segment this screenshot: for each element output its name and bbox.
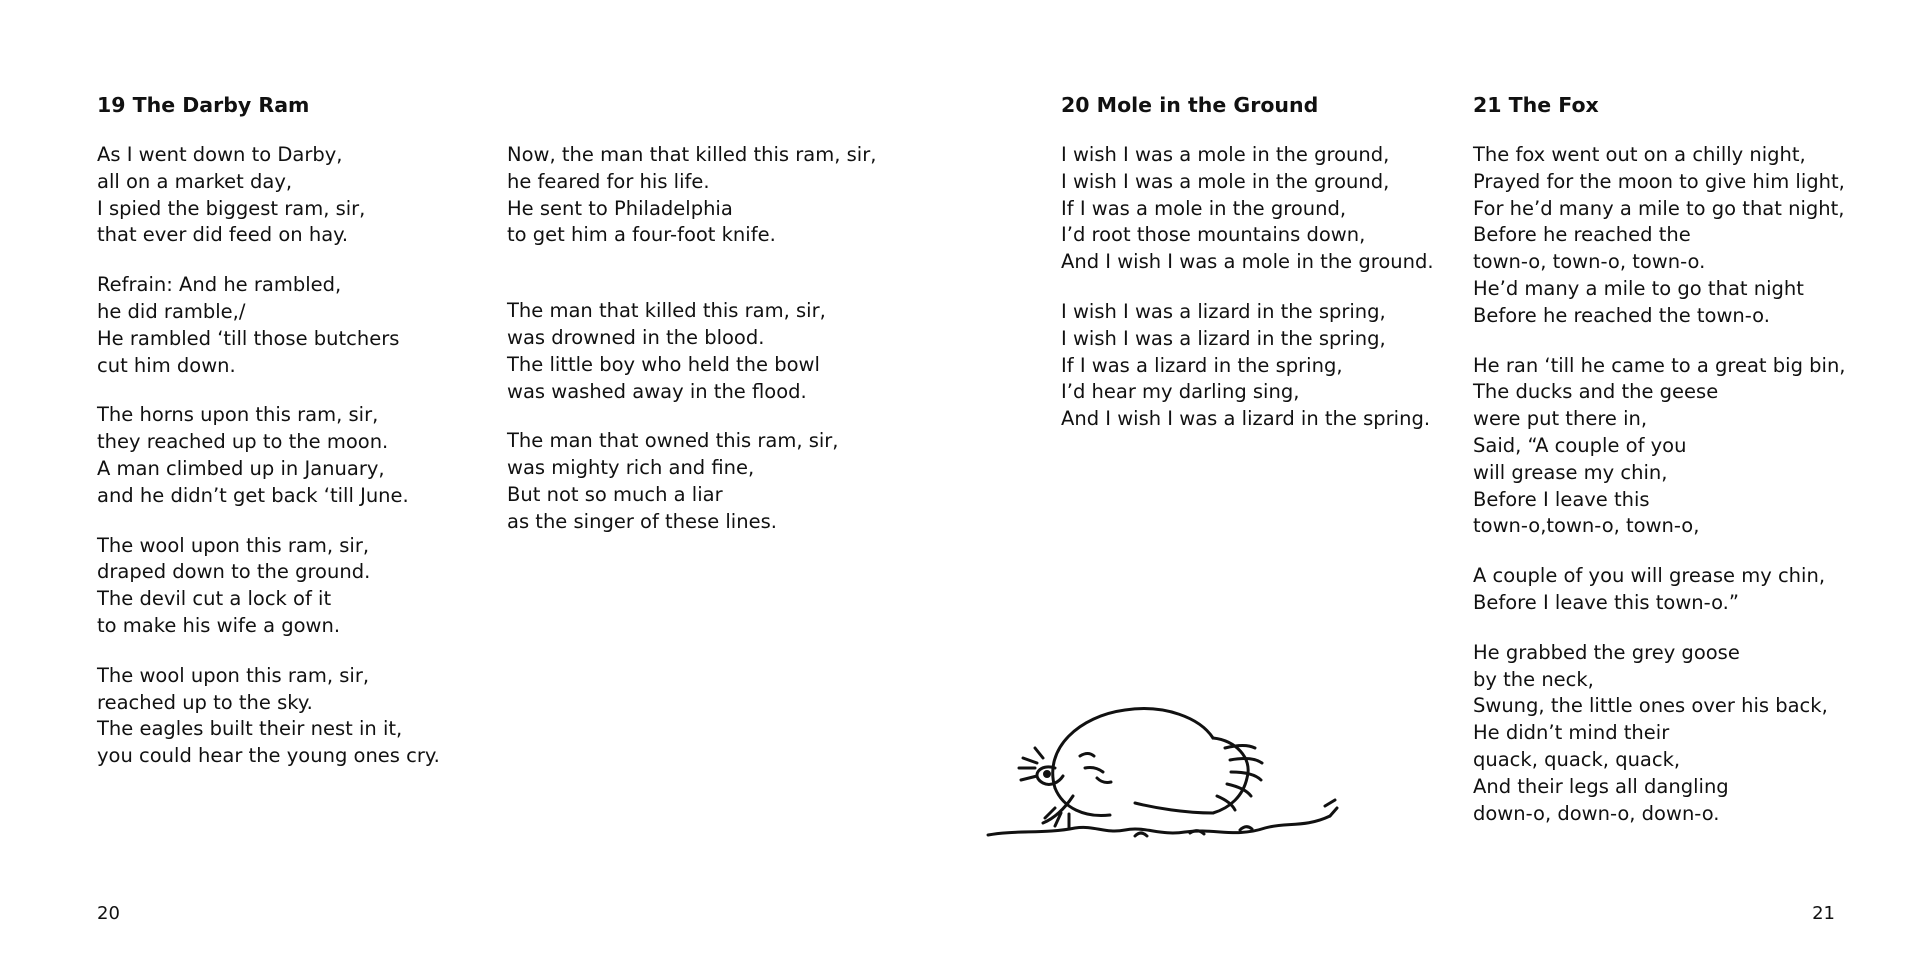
verse-line: He sent to Philadelphia xyxy=(507,196,733,220)
verse-line: I wish I was a mole in the ground, xyxy=(1061,143,1390,166)
verse-line: I wish I was a mole in the ground, xyxy=(1061,169,1390,193)
page-number-right: 21 xyxy=(1812,903,1835,924)
mole-left-paw xyxy=(1043,796,1073,828)
verse-line: And I wish I was a mole in the ground. xyxy=(1061,250,1434,274)
verse-line: The devil cut a lock of it xyxy=(97,587,332,611)
stanza xyxy=(507,142,897,249)
stanza xyxy=(97,142,467,249)
verse-line: they reached up to the moon. xyxy=(97,430,389,454)
verse-line: If I was a lizard in the spring, xyxy=(1061,353,1343,377)
verse-line: and he didn’t get back ‘till June. xyxy=(97,483,409,507)
stanza xyxy=(1473,563,1873,617)
stanza xyxy=(97,663,467,770)
verse-line: town-o, town-o, town-o. xyxy=(1473,250,1706,274)
verse-line: The man that owned this ram, sir, xyxy=(507,429,839,453)
mole-body xyxy=(1053,709,1213,788)
verse-line: down-o, down-o, down-o. xyxy=(1473,801,1720,825)
verse-line: quack, quack, quack, xyxy=(1473,747,1681,771)
verse-line: town-o,town-o, town-o, xyxy=(1473,514,1700,538)
verse-line: Said, “A couple of you xyxy=(1473,433,1687,457)
verse-line: And their legs all dangling xyxy=(1473,774,1729,798)
ground-line xyxy=(988,816,1330,835)
fox-song-stanzas xyxy=(1473,142,1873,827)
verse-line: The fox went out on a chilly night, xyxy=(1473,143,1806,166)
verse-line: The little boy who held the bowl xyxy=(507,352,820,376)
verse-line: Before he reached the xyxy=(1473,223,1691,247)
verse-line: The eagles built their nest in it, xyxy=(97,717,403,741)
verse-line: he did ramble,/ xyxy=(97,299,246,323)
stanza xyxy=(507,428,897,535)
verse-line: was drowned in the blood. xyxy=(507,325,765,349)
verse-line: that ever did feed on hay. xyxy=(97,223,349,247)
verse-line: He’d many a mile to go that night xyxy=(1473,276,1804,300)
verse-line: But not so much a liar xyxy=(507,482,723,506)
verse-line: all on a market day, xyxy=(97,169,293,193)
stanza xyxy=(97,533,467,640)
verse-line: Prayed for the moon to give him light, xyxy=(1473,169,1845,193)
verse-line: he feared for his life. xyxy=(507,169,710,193)
verse-line: A man climbed up in January, xyxy=(97,456,385,480)
mole-drawing xyxy=(985,668,1445,853)
verse-line: He grabbed the grey goose xyxy=(1473,640,1740,664)
verse-line: Before I leave this xyxy=(1473,487,1650,511)
verse-line: Now, the man that killed this ram, sir, xyxy=(507,143,877,166)
stanza xyxy=(1061,142,1441,276)
verse-line: were put there in, xyxy=(1473,407,1648,431)
fox-song-column xyxy=(1473,92,1873,850)
verse-line: The man that killed this ram, sir, xyxy=(507,299,826,323)
verse-line: The wool upon this ram, sir, xyxy=(97,533,370,557)
stanza xyxy=(507,298,897,405)
verse-line: Refrain: And he rambled, xyxy=(97,273,342,297)
verse-line: For he’d many a mile to go that night, xyxy=(1473,196,1845,220)
page-number-left: 20 xyxy=(97,903,120,924)
verse-line: He ran ‘till he came to a great big bin, xyxy=(1473,353,1846,377)
verse-line: to make his wife a gown. xyxy=(97,613,341,637)
verse-line: If I was a mole in the ground, xyxy=(1061,196,1347,220)
stanza xyxy=(1473,142,1873,330)
verse-line: And I wish I was a lizard in the spring. xyxy=(1061,407,1431,431)
verse-line: I spied the biggest ram, sir, xyxy=(97,196,366,220)
stanza xyxy=(1473,640,1873,828)
verse-line: I’d root those mountains down, xyxy=(1061,223,1366,247)
verse-line: as the singer of these lines. xyxy=(507,509,777,533)
verse-line: Swung, the little ones over his back, xyxy=(1473,694,1828,718)
darby-ram-column-two xyxy=(507,142,897,559)
verse-line: by the neck, xyxy=(1473,667,1594,691)
stanza xyxy=(97,402,467,509)
verse-line: will grease my chin, xyxy=(1473,460,1668,484)
verse-line: The ducks and the geese xyxy=(1473,380,1719,404)
stanza xyxy=(1061,299,1441,433)
verse-line: As I went down to Darby, xyxy=(97,143,343,166)
verse-line: was washed away in the flood. xyxy=(507,379,807,403)
verse-line: to get him a four-foot knife. xyxy=(507,223,776,247)
darby-ram-stanzas-continued xyxy=(507,142,897,536)
song-title-the-fox: 21 The Fox xyxy=(1473,93,1599,117)
verse-line: I wish I was a lizard in the spring, xyxy=(1061,299,1386,323)
verse-line: draped down to the ground. xyxy=(97,560,371,584)
song-title-darby-ram: 19 The Darby Ram xyxy=(97,93,310,117)
verse-line: I’d hear my darling sing, xyxy=(1061,380,1300,404)
verse-line: The wool upon this ram, sir, xyxy=(97,663,370,687)
verse-line: A couple of you will grease my chin, xyxy=(1473,564,1826,588)
mole-right-paw xyxy=(1213,738,1248,813)
verse-line: you could hear the young ones cry. xyxy=(97,744,440,768)
verse-line: cut him down. xyxy=(97,353,236,377)
darby-ram-stanzas xyxy=(97,142,467,770)
song-title-mole-in-the-ground: 20 Mole in the Ground xyxy=(1061,93,1319,117)
stanza-spacer xyxy=(507,272,897,298)
verse-line: I wish I was a lizard in the spring, xyxy=(1061,326,1386,350)
mole-song-stanzas xyxy=(1061,142,1441,433)
verse-line: reached up to the sky. xyxy=(97,690,313,714)
verse-line: He rambled ‘till those butchers xyxy=(97,326,400,350)
verse-line: Before I leave this town-o.” xyxy=(1473,590,1739,614)
stanza xyxy=(97,272,467,379)
darby-ram-column-one xyxy=(97,92,467,793)
verse-line: He didn’t mind their xyxy=(1473,721,1670,745)
verse-line: was mighty rich and fine, xyxy=(507,456,755,480)
stanza xyxy=(1473,353,1873,541)
mole-song-column xyxy=(1061,92,1441,456)
verse-line: Before he reached the town-o. xyxy=(1473,303,1770,327)
verse-line: The horns upon this ram, sir, xyxy=(97,403,379,427)
